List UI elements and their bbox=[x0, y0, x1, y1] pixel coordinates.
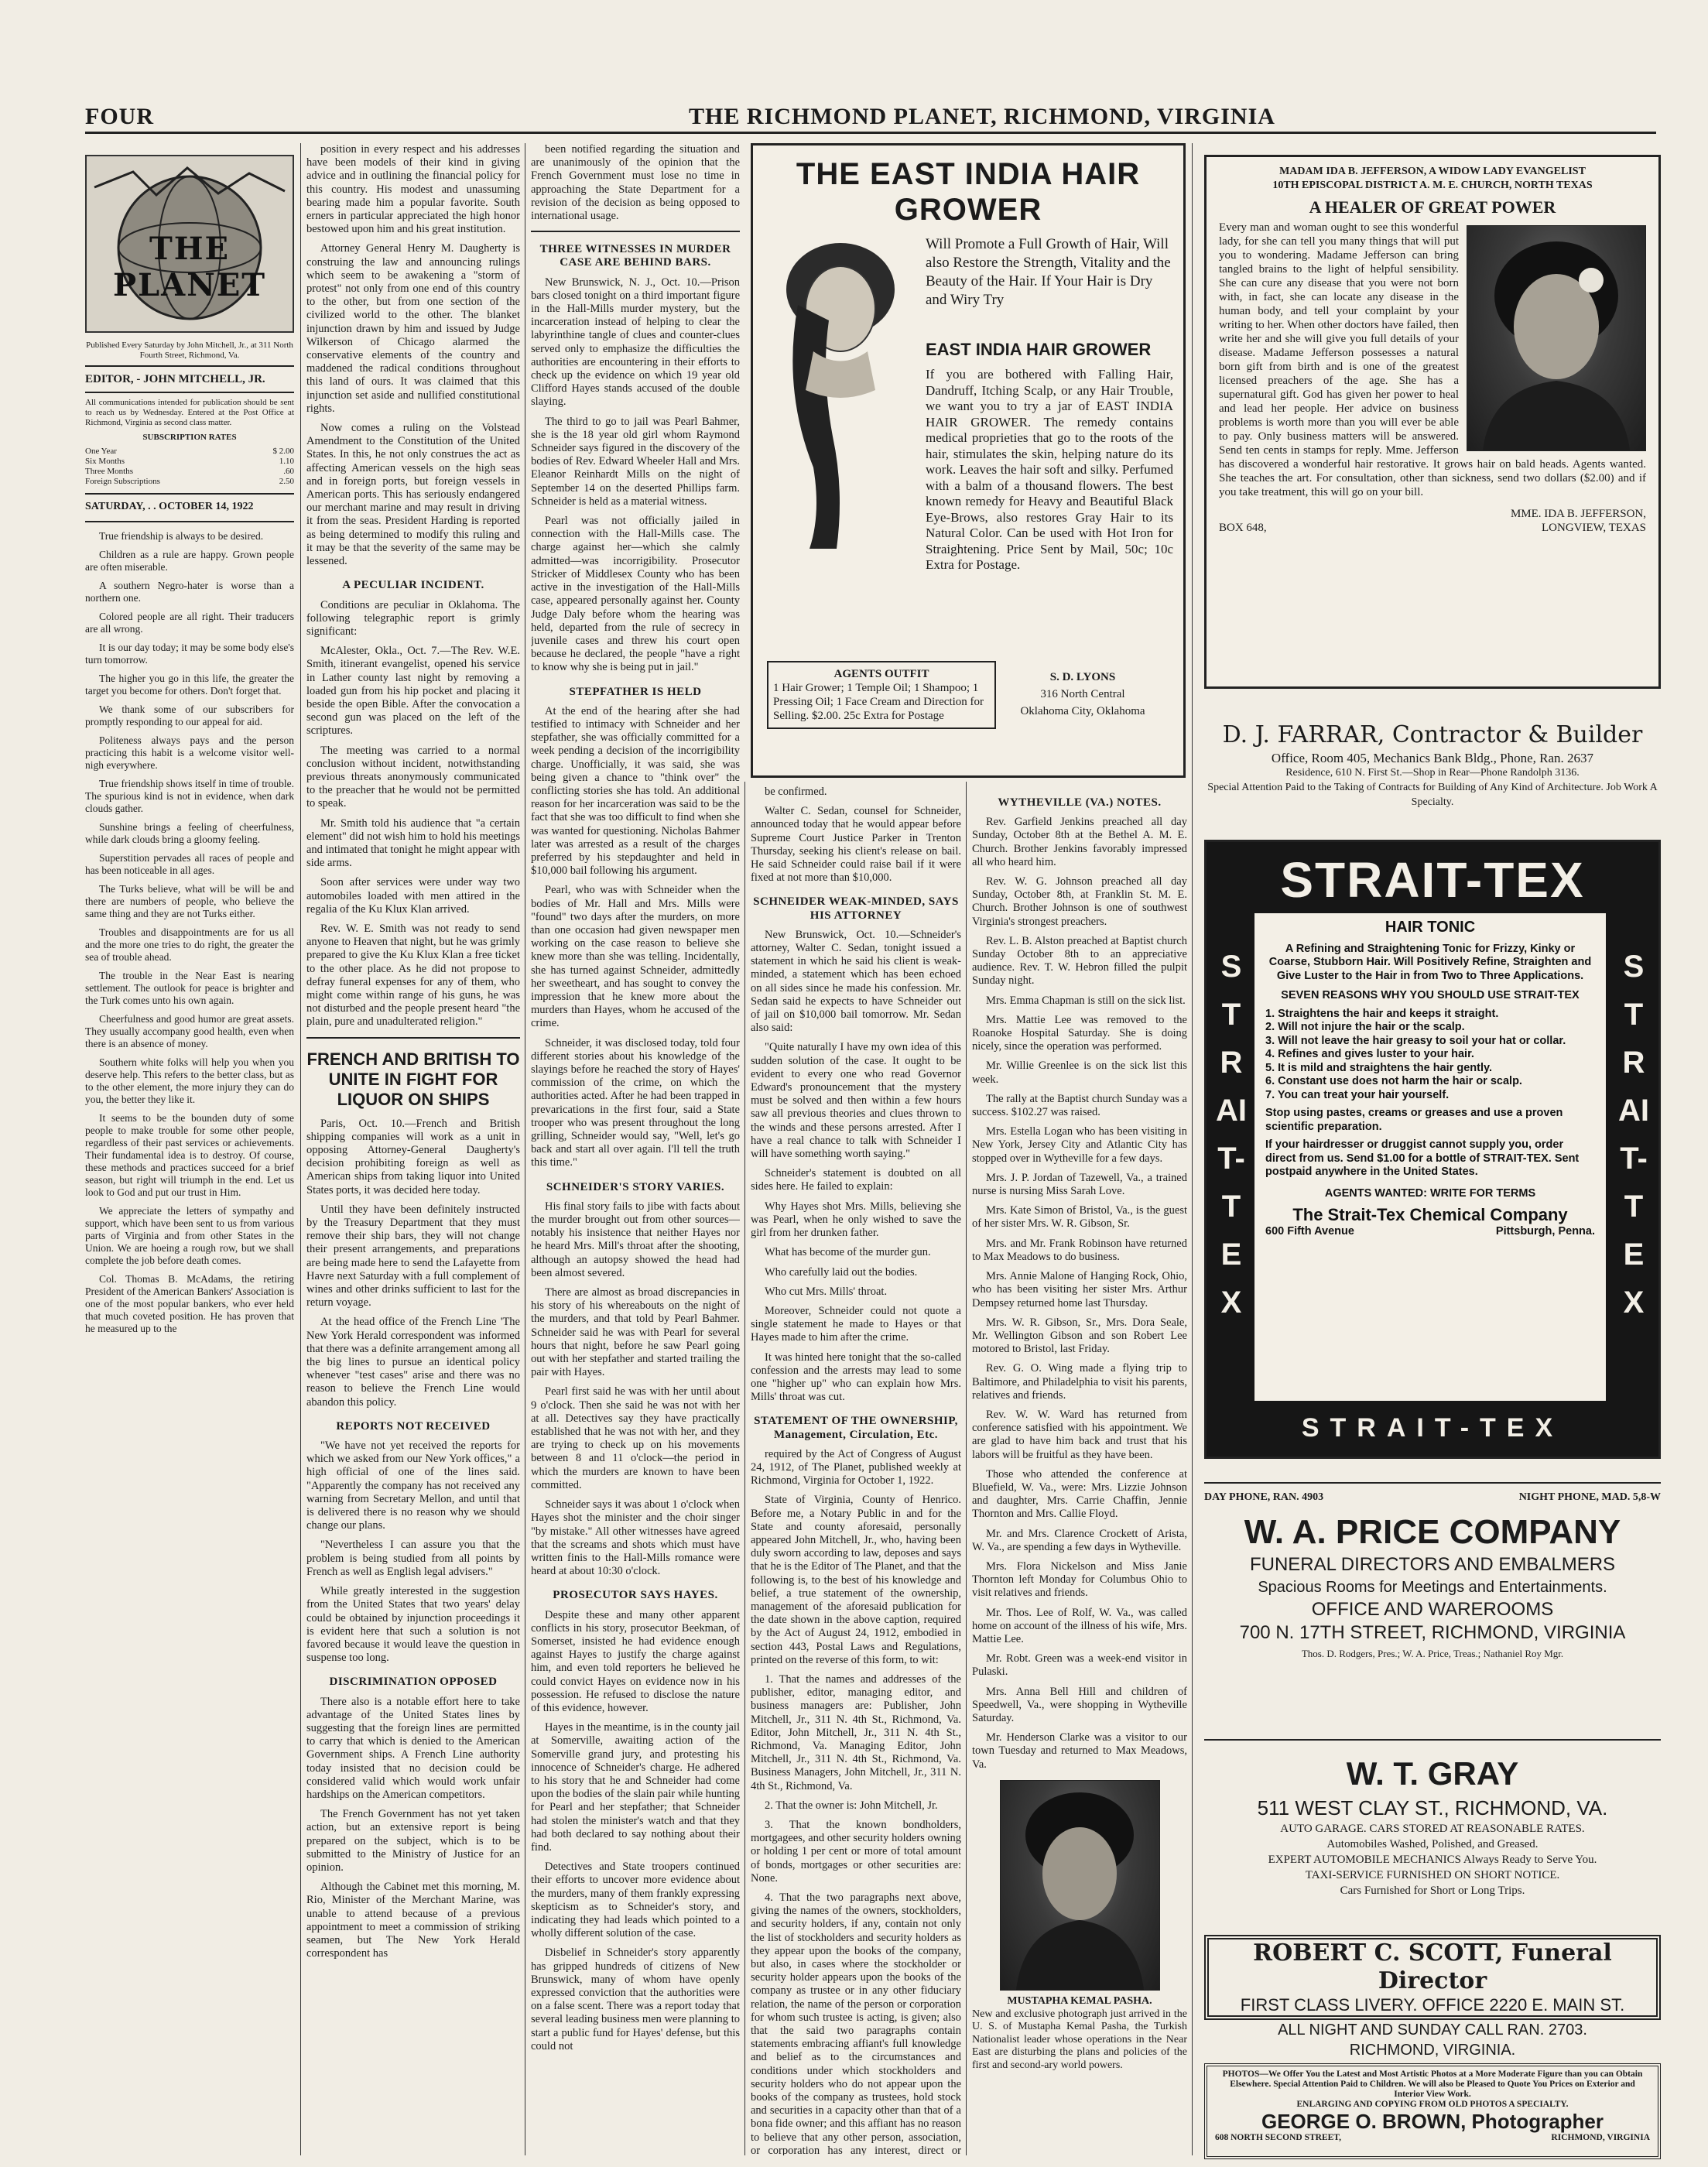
wytheville-heading: WYTHEVILLE (VA.) NOTES. bbox=[998, 796, 1162, 809]
news-note: Mrs. Annie Malone of Hanging Rock, Ohio, who has been visiting her sister Mrs. Arthur Dempsey returned home last Thursday. bbox=[972, 1270, 1187, 1309]
news-note: Mr. Willie Greenlee is on the sick list this week. bbox=[972, 1060, 1187, 1086]
reason-item: 2. Will not injure the hair or the scalp. bbox=[1265, 1021, 1465, 1033]
kemal-caption-block bbox=[972, 1995, 1187, 2072]
editorial-paragraph: It is our day today; it may be some body else's turn tomorrow. bbox=[85, 642, 294, 666]
scott-line3: ALL NIGHT AND SUNDAY CALL RAN. 2703. bbox=[1278, 2022, 1587, 2039]
editorial-column bbox=[85, 341, 294, 1341]
article-paragraph: Although the Cabinet met this morning, M. Rio, Minister of the Merchant Marine, was unable to attend because of a previous appointment to meet a commission of striking seamen, but The New York Herald correspondent has bbox=[306, 1881, 520, 1960]
outfit-title: AGENTS OUTFIT bbox=[833, 668, 929, 680]
editorial-paragraph: Sunshine brings a feeling of cheerfulness, while dark clouds bring a gloomy feeling. bbox=[85, 821, 294, 845]
woman-portrait-icon bbox=[1467, 226, 1645, 450]
brown-address-row bbox=[1215, 2133, 1650, 2143]
article-paragraph: Rev. W. E. Smith was not ready to send anyone to Heaven that night, but he was grimly prepared to give the Ku Klux Klan a free ticket to the other place. As he did not propose to defray funeral expenses for any of them, who might come within range of his guns, he was not disturbed and the people present heard "the plain, pure and unadulterated religion." bbox=[306, 922, 520, 1029]
strait-tex-address: 600 Fifth Avenue bbox=[1265, 1224, 1354, 1238]
price-ad bbox=[1204, 1482, 1661, 1741]
agent-address: 316 North Central bbox=[1040, 688, 1125, 700]
article-paragraph: Conditions are peculiar in Oklahoma. The following telegraphic report is grimly significant: bbox=[306, 598, 520, 638]
strait-tex-side-left: STRAIT-TEX bbox=[1216, 950, 1247, 1320]
rate-row: Three Months .60 bbox=[85, 467, 294, 476]
news-note: Mrs. and Mr. Frank Robinson have returned to Max Meadows to do business. bbox=[972, 1237, 1187, 1263]
editorial-paragraph: We thank some of our subscribers for promptly responding to our appeal for aid. bbox=[85, 704, 294, 727]
price-phones bbox=[1204, 1491, 1661, 1504]
article-paragraph: There also is a notable effort here to take advantage of the United States lines by suggesting that the foreign lines are permitted to carry that which is denied to the American Government ships. A French Line authority today insisted that no decision could be considered valid which would work unfair hardships on the American competitors. bbox=[306, 1695, 520, 1801]
news-note: Rev. W. W. Ward has returned from conference satisfied with his appointment. We are glad to have him back and trust that his labors will be fruitful as they have been. bbox=[972, 1408, 1187, 1461]
hair-ad-subtitle: EAST INDIA HAIR GROWER bbox=[926, 340, 1152, 359]
editor-line: EDITOR, - JOHN MITCHELL, JR. bbox=[85, 373, 265, 385]
editorial-paragraph: Children as a rule are happy. Grown people are often miserable. bbox=[85, 549, 294, 573]
strait-tex-desc: A Refining and Straightening Tonic for Frizzy, Kinky or Coarse, Stubborn Hair. Will Positively Refine, Straighten and Give Luster to the Hair in from Two to Three Applications. bbox=[1268, 942, 1592, 982]
gray-line5: Cars Furnished for Short or Long Trips. bbox=[1340, 1885, 1525, 1897]
scott-line1: FIRST CLASS LIVERY. OFFICE 2220 E. MAIN ST. bbox=[1240, 1995, 1625, 2015]
rates-title: SUBSCRIPTION RATES bbox=[142, 433, 237, 442]
reason-item: 3. Will not leave the hair greasy to soil your hat or collar. bbox=[1265, 1034, 1566, 1047]
reports-article bbox=[306, 1440, 520, 1665]
portrait-icon bbox=[1001, 1781, 1159, 1990]
news-note: Mr. Robt. Green was a week-end visitor in Pulaski. bbox=[972, 1652, 1187, 1679]
jefferson-city: LONGVIEW, TEXAS bbox=[1542, 522, 1646, 534]
article-paragraph: Until they have been definitely instructed by the Treasury Department that they must remove their ship bars, they will not change their present arrangements, and preparations are being made here to send the Lafayette from Havre next Saturday with a full complement of wines and other drinks sufficient to last for the return voyage. bbox=[306, 1203, 520, 1309]
editorial-paragraph: Colored people are all right. Their traducers are all wrong. bbox=[85, 611, 294, 635]
agents-outfit-box bbox=[767, 661, 996, 729]
jefferson-address bbox=[1219, 521, 1646, 535]
article-paragraph: Walter C. Sedan, counsel for Schneider, announced today that he would appear before Supreme Court Justice Parker in Trenton Thursday, seeking his client's release on bail. He said Schneider could raise bail if it were fixed at not more than $10,000. bbox=[751, 805, 961, 885]
column-rule bbox=[300, 143, 301, 2155]
planet-logo bbox=[85, 155, 294, 333]
woman-portrait-icon bbox=[767, 235, 914, 553]
publication-notice: All communications intended for publication should be sent to reach us by Wednesday. Entered at the Post Office at Richmond, Virginia as second class matter. bbox=[85, 398, 294, 427]
article-paragraph: Now comes a ruling on the Volstead Amendment to the Constitution of the United States. In this, he not only construes the act as affecting American vessels on the high seas and in foreign ports, but foreign vessels in American ports. This has seriously endangered our merchant marine and may result in driving it from the seas. President Harding is reported as being determined to modify this ruling and it may be that the severity of the same may be lessened. bbox=[306, 422, 520, 568]
article-paragraph: At the head office of the French Line 'The New York Herald correspondent was informed that there was a definite arrangement among all the big lines to pursue an identical policy whenever "test cases" arise and there was no reason to believe the French Line would abandon this policy. bbox=[306, 1316, 520, 1409]
news-note: Rev. L. B. Alston preached at Baptist church Sunday October 8th to an appreciative audience. Rev. T. W. Hebron filled the pulpit Sunday night. bbox=[972, 934, 1187, 988]
hair-ad-intro: Will Promote a Full Growth of Hair, Will also Restore the Strength, Vitality and the Beauty of the Hair. If Your Hair is Dry and Wiry Try bbox=[926, 236, 1171, 308]
stepfather-article bbox=[531, 705, 740, 1170]
jefferson-ad bbox=[1204, 155, 1661, 689]
price-address: 700 N. 17TH STREET, RICHMOND, VIRGINIA bbox=[1239, 1622, 1626, 1643]
editorial-paragraphs bbox=[85, 530, 294, 1335]
editorial-paragraph: A southern Negro-hater is worse than a northern one. bbox=[85, 580, 294, 604]
editorial-paragraph: Southern white folks will help you when you deserve help. This refers to the better class, but as to the other element, the more injury they can do you, the better they like it. bbox=[85, 1056, 294, 1105]
article-paragraph: Despite these and many other apparent conflicts in his story, prosecutor Beekman, of Somerset, insisted he had evidence enough against Hayes to justify the charge against him, and even told reporters he believed he could convict Hayes on evidence now in his possession. He refused to disclose the nature of this evidence, however. bbox=[531, 1608, 740, 1714]
discrimination-article bbox=[306, 1696, 520, 1961]
news-note: Mr. and Mrs. Clarence Crockett of Arista, W. Va., are spending a few days in Wytheville. bbox=[972, 1527, 1187, 1553]
outfit-list: 1 Hair Grower; 1 Temple Oil; 1 Shampoo; 1 Pressing Oil; 1 Face Cream and Direction for Selling. $2.00. 25c Extra for Postage bbox=[773, 682, 984, 722]
strait-tex-product: HAIR TONIC bbox=[1385, 919, 1476, 936]
editorial-paragraph: Politeness always pays and the person practicing this habit is a welcome visitor well-nigh everywhere. bbox=[85, 734, 294, 771]
column-rule bbox=[966, 782, 967, 2155]
news-note: Rev. W. G. Johnson preached all day Sunday, October 8th, at Franklin St. M. E. Church. Brother Johnson is one of southwest Virginia's strongest preachers. bbox=[972, 875, 1187, 928]
column-rule bbox=[744, 782, 745, 2155]
news-note: Mrs. Flora Nickelson and Miss Janie Thornton left Monday for Columbus Ohio to visit relatives and friends. bbox=[972, 1559, 1187, 1600]
article-paragraph: His final story fails to jibe with facts about the murder brought out from other sources—notably his insistence that neither Hayes nor he heard Mrs. Mill's throat after the shooting, although an autopsy showed the head had been almost severed. bbox=[531, 1200, 740, 1279]
editorial-paragraph: Troubles and disappointments are for us all and the more one tries to do right, the greater the sea of trouble ahead. bbox=[85, 926, 294, 963]
prosecutor-heading: PROSECUTOR SAYS HAYES. bbox=[553, 1589, 718, 1602]
peculiar-heading: A PECULIAR INCIDENT. bbox=[342, 579, 484, 592]
price-sub2: Spacious Rooms for Meetings and Entertainments. bbox=[1258, 1579, 1607, 1596]
french-heading: FRENCH AND BRITISH TO UNITE IN FIGHT FOR LIQUOR ON SHIPS bbox=[306, 1049, 520, 1109]
east-india-hair-ad bbox=[751, 143, 1186, 778]
news-note: Mr. Henderson Clarke was a visitor to our town Tuesday and returned to Max Meadows, Va. bbox=[972, 1731, 1187, 1771]
masthead bbox=[85, 101, 1656, 134]
news-note: Mrs. W. R. Gibson, Sr., Mrs. Dora Seale, Mr. Wellington Gibson and son Robert Lee motored to Bristol, last Friday. bbox=[972, 1316, 1187, 1356]
rate-row: Six Months 1.10 bbox=[85, 457, 294, 466]
brown-title: GEORGE O. BROWN, Photographer bbox=[1261, 2110, 1604, 2133]
news-note: Mr. Thos. Lee of Rolf, W. Va., was called home on account of the illness of his wife, Mrs. Mattie Lee. bbox=[972, 1606, 1187, 1645]
reason-item: 1. Straightens the hair and keeps it straight. bbox=[1265, 1007, 1499, 1020]
rates-table bbox=[85, 447, 294, 487]
news-note: Mrs. Anna Bell Hill and children of Speedwell, Va., were shopping in Wytheville Saturday. bbox=[972, 1685, 1187, 1724]
article-paragraph: It was hinted here tonight that the so-called confession and the arrests may lead to some one "higher up" who can explain how Mrs. Mills' throat was cut. bbox=[751, 1351, 961, 1404]
article-paragraph: What has become of the murder gun. bbox=[765, 1246, 931, 1259]
news-note: Mrs. Estella Logan who has been visiting in New York, Jersey City and Atlantic City has stopped over in Wytheville for a few days. bbox=[972, 1125, 1187, 1165]
news-note: Rev. G. O. Wing made a flying trip to Baltimore, and Philadelphia to visit his parents, relatives and friends. bbox=[972, 1362, 1187, 1402]
article-paragraph: Pearl was not officially jailed in connection with the Hall-Mills case. The charge against her—which she calmly admitted—was incorrigibility. Prosecutor Stricker of Middlesex County who has been active in the investigation of the Hall-Mills case, appeared personally against her. County Judge Daly before whom the hearing was held, departed from the rule of secrecy in juvenile cases and threw his court open because he declared, the people "have a right to know why she is being put in jail." bbox=[531, 515, 740, 674]
strait-tex-bottom: STRAIT-TEX bbox=[1301, 1413, 1564, 1443]
hair-ad-body: If you are bothered with Falling Hair, Dandruff, Itching Scalp, or any Hair Trouble, we want you to try a jar of EAST INDIA HAIR GROWER. The remedy contains medical proprieties that go to the roots of the hair, stimulates the skin, helping nature do its work. Leaves the hair soft and silky. Perfumed with a balm of a thousand flowers. The best known remedy for Heavy and Beautiful Black Eye-Brows, also restores Gray Hair to its Natural Color. Can be used with Hot Iron for Straightening. Price Sent by Mail, 50c; 10c Extra for Postage. bbox=[926, 367, 1173, 572]
strait-tex-ad bbox=[1204, 840, 1661, 1459]
column-2 bbox=[306, 143, 520, 2155]
gray-line1: AUTO GARAGE. CARS STORED AT REASONABLE RATES. bbox=[1280, 1823, 1585, 1835]
reason-item: 6. Constant use does not harm the hair or scalp. bbox=[1265, 1075, 1522, 1087]
published-line: Published Every Saturday by John Mitchell, Jr., at 311 North Fourth Street, Richmond, Va. bbox=[86, 341, 293, 360]
reason-item: 4. Refines and gives luster to your hair. bbox=[1265, 1048, 1474, 1060]
article-paragraph: New Brunswick, Oct. 10.—Schneider's attorney, Walter C. Sedan, tonight issued a statement in which he said his client is weak-minded, a statement which has been echoed on all sides since he made his confession. Mr. Sedan said he expects to have Schneider out of jail on $10,000 bail tomorrow. Mr. Sedan also said: bbox=[751, 928, 961, 1035]
story-heading: SCHNEIDER'S STORY VARIES. bbox=[546, 1180, 725, 1193]
article-paragraph: Hayes in the meantime, is in the county jail at Somerville, awaiting action of the Somerville grand jury, and protesting his innocence of Schneider's charge. He adhered to his story that he and Schneider had come upon the bodies of the slain pair while hunting for Pearl and her stepfather; that Schneider had stolen the minister's watch and that they had both declared to say nothing about their find. bbox=[531, 1721, 740, 1854]
article-paragraph: required by the Act of Congress of August 24, 1912, of The Planet, published weekly at Richmond, Virginia for October 1, 1922. bbox=[751, 1447, 961, 1487]
article-paragraph: "Quite naturally I have my own idea of this sudden solution of the case. It ought to be evident to every one who read Governor Edward's pronouncement that the mystery must be solved and then within a few hours saw all previous theories and clues thrown to the winds and these persons arrested. After I have a real chance to talk with Schneider I will have something worth saying." bbox=[751, 1041, 961, 1161]
article-paragraph: 1. That the names and addresses of the publisher, editor, managing editor, and business managers are: Publisher, John Mitchell, Jr., 311 N. 4th St., Richmond, Va. Editor, John Mitchell, Jr., 311 N. 4th St., Richmond, Va. Managing Editor, John Mitchell, Jr., 311 N. 4th St., Richmond, Va. Business Managers, John Mitchell, Jr., 311 N. 4th St., Richmond, Va. bbox=[751, 1672, 961, 1792]
dateline: SATURDAY, . . OCTOBER 14, 1922 bbox=[85, 501, 254, 512]
prosecutor-article bbox=[531, 1609, 740, 2054]
editorial-paragraph: True friendship shows itself in time of trouble. The spurious kind is not in evidence, when dark clouds gather. bbox=[85, 778, 294, 814]
article-paragraph: At the end of the hearing after she had testified to intimacy with Schneider and her stepfather, she was officially committed for a week pending a decision of the incorrigibility charge. Unofficially, it was said, she was being given a chance to "think over" the conflicting stories she has told. An additional reason for her incarceration was said to be the fact that she was too difficult to find when she was wanted for questioning. Nicholas Bahmer later was arrested as a result of the charges preferred by his stepdaughter and held in $10,000 bail following his argument. bbox=[531, 704, 740, 878]
article-paragraph: Pearl first said he was with her until about 9 o'clock. Then she said he was not with her at all. Detectives say they have practically established that he was not with her, and they are trying to check up on his movements between 8 and 11 o'clock—the period in which the murders are known to have been committed. bbox=[531, 1385, 740, 1491]
weak-minded-article bbox=[751, 929, 961, 1405]
hair-ad-footer bbox=[767, 661, 1169, 729]
editorial-paragraph: The Turks believe, what will be will be and there are numbers of people, who believe the same thing and they are not Turks either. bbox=[85, 883, 294, 919]
editorial-paragraph: Superstition pervades all races of people and has been noticeable in all ages. bbox=[85, 852, 294, 876]
jefferson-line2: 10TH EPISCOPAL DISTRICT A. M. E. CHURCH, NORTH TEXAS bbox=[1272, 180, 1593, 191]
page-number: FOUR bbox=[85, 104, 154, 129]
article-paragraph: New Brunswick, N. J., Oct. 10.—Prison bars closed tonight on a third important figure in the Hall-Mills murder mystery, but the incarceration instead of helping to clear the labyrinthine tangle of clues and counter-clues served only to emphasize the difficulties the authorities are encountering in their efforts to check up the evidence on which 19 year old Clifford Hayes stands accused of the double slaying. bbox=[531, 276, 740, 409]
stepfather-heading: STEPFATHER IS HELD bbox=[569, 685, 702, 698]
editorial-paragraph: The higher you go in this life, the greater the target you become for others. Don't forget that. bbox=[85, 673, 294, 697]
strait-tex-side-right: STRAIT-TEX bbox=[1618, 950, 1649, 1320]
kemal-pasha-photo bbox=[1000, 1780, 1160, 1991]
col5-intro: be confirmed. bbox=[765, 786, 827, 798]
article-paragraph: Who cut Mrs. Mills' throat. bbox=[765, 1285, 888, 1298]
strait-tex-agents: AGENTS WANTED: WRITE FOR TERMS bbox=[1324, 1186, 1536, 1200]
price-day-phone: DAY PHONE, RAN. 4903 bbox=[1204, 1491, 1324, 1503]
news-note: Rev. Garfield Jenkins preached all day Sunday, October 8th at the Bethel A. M. E. Church. Brother Jenkins favorably impressed all who heard him. bbox=[972, 816, 1187, 868]
discrimination-heading: DISCRIMINATION OPPOSED bbox=[329, 1676, 498, 1689]
news-note: Mrs. Kate Simon of Bristol, Va., is the guest of her sister Mrs. W. R. Gibson, Sr. bbox=[972, 1204, 1187, 1231]
weak-minded-heading: SCHNEIDER WEAK-MINDED, SAYS HIS ATTORNEY bbox=[753, 895, 959, 922]
article-paragraph: There are almost as broad discrepancies in his story of his whereabouts on the night of the murders, and that told by Pearl Bahmer. Schneider said he was with Pearl for several hours that night, before he saw Pearl going out with her stepfather and started trailing the pair with Hayes. bbox=[531, 1286, 740, 1379]
article-paragraph: 4. That the two paragraphs next above, giving the names of the owners, stockholders, and security holders, if any, contain not only the list of stockholders and security holders as they appear upon the books of the company, but also, in cases where the stockholder or security holder appears upon the books of the company as trustee or in any other fiduciary relation, the name of the person or corporation for whom such trustee is acting, is given; also that the said two paragraphs contain statements embracing affiant's full knowledge and belief as to the circumstances and conditions under which stockholders and security holders who do not appear upon the books of the company as trustees, hold stock and securities in a capacity other than that of a bona fide owner; and this affiant has no reason to believe that any other person, association, or corporation has any interest, direct or bbox=[751, 1891, 961, 2155]
strait-tex-panel bbox=[1254, 913, 1606, 1401]
jefferson-body: Every man and woman ought to see this wonderful lady, for she can tell you many things that will put you to wondering. Madame Jefferson can bring tangled brains to the light of helpful sensibility. She can cure any disease that you were not born with, in fact, she can locate any disease in the human body, and tell your complaint by your writing to her. When other doctors have failed, then write her and she will give you full details of your disease. Madame Jefferson possesses a natural born gift from birth and is one of the greatest licensed preachers of the age. She has a supernatural gift. God has given her power to heal and lead her people. Her advice on business problems is worth more than you will ever be able to pay. Only business matters will be answered. Send ten cents in stamps for reply. Mme. Jefferson has discovered a wonderful hair restorative. It grows hair on bald heads. Agents wanted. She teaches the art. For consultation, other than sickness, send two dollars ($2.00) and if you take treatment, this will go on your bill. bbox=[1219, 221, 1646, 498]
strait-tex-brand: STRAIT-TEX bbox=[1280, 852, 1585, 908]
article-paragraph: "Nevertheless I can assure you that the problem is being studied from all points by French as well as English legal advisers." bbox=[306, 1539, 520, 1578]
kemal-text: New and exclusive photograph just arrived in the U. S. of Mustapha Kemal Pasha, the Turkish Nationalist leader whose operations in the Near East are disturbing the plans and policies of the first and second-ary world powers. bbox=[972, 2008, 1187, 2071]
kemal-caption: MUSTAPHA KEMAL PASHA. bbox=[1007, 1995, 1152, 2007]
sedan-article bbox=[751, 805, 961, 885]
daugherty-article bbox=[306, 143, 520, 568]
logo-text: THE PLANET bbox=[112, 231, 267, 303]
article-paragraph: 2. That the owner is: John Mitchell, Jr. bbox=[765, 1799, 938, 1812]
article-paragraph: Moreover, Schneider could not quote a single statement he made to Hayes or that Hayes made to him after the crime. bbox=[751, 1304, 961, 1344]
brown-city: RICHMOND, VIRGINIA bbox=[1551, 2133, 1650, 2142]
statement-heading: STATEMENT OF THE OWNERSHIP, Management, Circulation, Etc. bbox=[754, 1415, 958, 1441]
jefferson-photo bbox=[1467, 225, 1646, 451]
peculiar-article bbox=[306, 599, 520, 1029]
col3-intro: been notified regarding the situation and are unanimously of the opinion that the French Government must lose no time in approaching the State Department for a revision of the decision as being opposed to international usage. bbox=[531, 143, 740, 223]
article-paragraph: Why Hayes shot Mrs. Mills, believing she was Pearl, when he only wished to save the girl from her drunken father. bbox=[751, 1200, 961, 1240]
gray-line2: Automobiles Washed, Polished, and Greased. bbox=[1326, 1838, 1539, 1850]
scott-title: ROBERT C. SCOTT, Funeral Director bbox=[1253, 1939, 1612, 1994]
story-article bbox=[531, 1200, 740, 1578]
gray-address: 511 WEST CLAY ST., RICHMOND, VA. bbox=[1257, 1796, 1608, 1820]
rate-row: Foreign Subscriptions 2.50 bbox=[85, 477, 294, 486]
jefferson-box: BOX 648, bbox=[1219, 522, 1267, 534]
reports-heading: REPORTS NOT RECEIVED bbox=[336, 1419, 491, 1433]
article-paragraph: Mr. Smith told his audience that "a certain element" did not wish him to hold his meetings and intimated that tonight he might appear with side arms. bbox=[306, 816, 520, 870]
editorial-paragraph: Col. Thomas B. McAdams, the retiring President of the American Bankers' Association is one of the most popular bankers, who ever held that much coveted position. He has proven that he measured up to the bbox=[85, 1273, 294, 1334]
strait-tex-druggist: If your hairdresser or druggist cannot supply you, order direct from us. Send $1.00 for a bottle of STRAIT-TEX. Sent postpaid anywhere in the United States. bbox=[1265, 1138, 1580, 1178]
article-paragraph: Soon after services were under way two automobiles loaded with men attired in the regalia of the Ku Klux Klan arrived. bbox=[306, 876, 520, 916]
price-title: W. A. PRICE COMPANY bbox=[1244, 1513, 1621, 1551]
strait-tex-reasons bbox=[1265, 1008, 1595, 1103]
farrar-special: Special Attention Paid to the Taking of Contracts for Building of Any Kind of Architecture. Job Work A Specialty. bbox=[1207, 782, 1658, 808]
article-paragraph: 3. That the known bondholders, mortgagees, and other security holders owning or holding 1 per cent or more of total amount of bonds, mortgages or other securities are: None. bbox=[751, 1819, 961, 1885]
hair-ad-title: THE EAST INDIA HAIR GROWER bbox=[796, 157, 1141, 227]
witnesses-heading: THREE WITNESSES IN MURDER CASE ARE BEHIND BARS. bbox=[539, 243, 731, 269]
strait-tex-reasons-title: SEVEN REASONS WHY YOU SHOULD USE STRAIT-TEX bbox=[1281, 989, 1580, 1001]
article-paragraph: position in every respect and his addresses have been models of their kind in giving advice and in outlining the financial policy for this country. His modest and unassuming bearing made him a popular favorite. South erners in particular appreciated the high honor bestowed upon him and his great institution. bbox=[306, 143, 520, 236]
gray-line3: EXPERT AUTOMOBILE MECHANICS Always Ready to Serve You. bbox=[1268, 1854, 1597, 1866]
news-note: Those who attended the conference at Bluefield, W. Va., were: Mrs. Lizzie Johnson and daughter, Mrs. Carrie Chaffin, Jennie Thornton and Mrs. Callie Floyd. bbox=[972, 1467, 1187, 1521]
jefferson-line1: MADAM IDA B. JEFFERSON, A WIDOW LADY EVANGELIST bbox=[1279, 166, 1586, 177]
article-paragraph: Who carefully laid out the bodies. bbox=[765, 1265, 918, 1279]
hair-agent bbox=[996, 661, 1169, 729]
french-article bbox=[306, 1118, 520, 1409]
article-paragraph: "We have not yet received the reports for which we asked from our New York offices," a high official of one of the lines said. "Apparently the company has not received any warning from Secretary Mellon, and until that is delivered there is no reason why we should change our plans. bbox=[306, 1440, 520, 1532]
scott-ad bbox=[1204, 1935, 1661, 2020]
news-note: Mrs. Emma Chapman is still on the sick list. bbox=[986, 994, 1186, 1007]
article-paragraph: Paris, Oct. 10.—French and British shipping companies will work as a unit in opposing Attorney-General Daugherty's decision prohibiting foreign as well as American ships from taking liquor into United States ports, it was decided here today. bbox=[306, 1117, 520, 1196]
farrar-ad bbox=[1204, 720, 1661, 828]
scott-line4: RICHMOND, VIRGINIA. bbox=[1349, 2042, 1516, 2059]
agent-name: S. D. LYONS bbox=[1049, 671, 1116, 683]
reason-item: 5. It is mild and straightens the hair gently. bbox=[1265, 1061, 1493, 1074]
price-night-phone: NIGHT PHONE, MAD. 5,8-W bbox=[1518, 1491, 1661, 1503]
agent-city: Oklahoma City, Oklahoma bbox=[1020, 705, 1145, 717]
brown-body: PHOTOS—We Offer You the Latest and Most Artistic Photos at a More Moderate Figure than you can Obtain Elsewhere. Special Attention Paid to Children. We will also be Pleased to Quote You Prices on Exterior and Interior View Work. bbox=[1222, 2069, 1643, 2099]
column-3 bbox=[531, 143, 740, 2155]
witnesses-article bbox=[531, 276, 740, 675]
editorial-paragraph: The trouble in the Near East is nearing settlement. The outlook for peace is brighter and the Turk comes unto his own again. bbox=[85, 970, 294, 1006]
editorial-paragraph: True friendship is always to be desired. bbox=[99, 530, 264, 542]
farrar-residence: Residence, 610 N. First St.—Shop in Rear—Phone Randolph 3136. bbox=[1285, 767, 1580, 779]
column-5 bbox=[751, 786, 961, 2155]
article-paragraph: Schneider's statement is doubted on all sides here. He failed to explain: bbox=[751, 1167, 961, 1193]
editorial-paragraph: Cheerfulness and good humor are great assets. They usually accompany good health, even when there is an absence of money. bbox=[85, 1013, 294, 1049]
reason-item: 7. You can treat your hair yourself. bbox=[1265, 1088, 1450, 1101]
article-paragraph: Schneider, it was disclosed today, told four different stories about his knowledge of the slayings before he reached the story of Hayes' commission of the crime, on which the authorities acted. After he had been trapped in prevarications in the first four, said a State trooper who was present throughout the long grilling, Schneider would say, "Well, let's go back and start all over again. I'll tell the truth this time." bbox=[531, 1036, 740, 1169]
column-rule bbox=[1192, 143, 1193, 2155]
paper-title: THE RICHMOND PLANET, RICHMOND, VIRGINIA bbox=[689, 104, 1275, 129]
strait-tex-stop: Stop using pastes, creams or greases and use a proven scientific preparation. bbox=[1265, 1107, 1563, 1133]
brown-ad bbox=[1204, 2063, 1661, 2159]
jefferson-title: A HEALER OF GREAT POWER bbox=[1309, 197, 1556, 217]
strait-tex-city: Pittsburgh, Penna. bbox=[1495, 1224, 1595, 1238]
price-sub3: OFFICE AND WAREROOMS bbox=[1311, 1599, 1554, 1620]
news-note: Mrs. Mattie Lee was removed to the Roanoke Hospital Saturday. She is doing nicely, since the operation was performed. bbox=[972, 1013, 1187, 1053]
rate-row: One Year $ 2.00 bbox=[85, 447, 294, 456]
brown-address: 608 NORTH SECOND STREET, bbox=[1215, 2133, 1341, 2142]
price-sub1: FUNERAL DIRECTORS AND EMBALMERS bbox=[1249, 1554, 1616, 1575]
strait-tex-company: The Strait-Tex Chemical Company bbox=[1292, 1205, 1568, 1224]
gray-title: W. T. GRAY bbox=[1346, 1755, 1519, 1792]
article-paragraph: Attorney General Henry M. Daugherty is construing the law and announcing rulings which seem to be awakening a "storm of protest" not only from one end of this country to the other, but from one section of the civilized world to the other. The blanket injunction drawn by him and issued by Judge Wilkerson of Chicago alarmed the conservative elements of the country and maddened the radical conditions throughout this land of ours. It was claimed that this injunction set aside and nullified constitutional rights. bbox=[306, 242, 520, 415]
article-paragraph: The meeting was carried to a normal conclusion without incident, notwithstanding previous threats anonymously communicated to the preacher that he would not be permitted to speak. bbox=[306, 744, 520, 810]
ownership-statement bbox=[751, 1448, 961, 2155]
brown-enlarging: ENLARGING AND COPYING FROM OLD PHOTOS A SPECIALTY. bbox=[1296, 2100, 1569, 2109]
editorial-paragraph: It seems to be the bounden duty of some people to make trouble for some other people, regardless of their past services or achievements. Their fundamental idea is to destroy. Of course, these methods and practices succeed for a brief season, but right will triumph in the end. Let us look to God and put our trust in Him. bbox=[85, 1112, 294, 1198]
article-paragraph: The third to go to jail was Pearl Bahmer, she is the 18 year old girl whom Raymond Schneider says figured in the discovery of the bodies of Rev. Edward Wheeler Hall and Mrs. Eleanor Reinhardt Mills on the night of September 14 on the deserted Phillips farm. Schneider is held as a material witness. bbox=[531, 415, 740, 508]
news-note: The rally at the Baptist church Sunday was a success. $102.27 was raised. bbox=[972, 1092, 1187, 1119]
article-paragraph: Disbelief in Schneider's story apparently has gripped hundreds of citizens of New Brunswick, many of whom have openly expressed conviction that the authorities were on a false scent. There was a report today that several leading business men were planning to start a public fund for Hayes' defense, but this could not bbox=[531, 1946, 740, 2052]
article-paragraph: Detectives and State troopers continued their efforts to uncover more evidence about the murders, many of them frankly expressing skepticism as to Schneider's story, and indicating they had leads which pointed to a wholly different solution of the case. bbox=[531, 1861, 740, 1940]
farrar-title: D. J. FARRAR, Contractor & Builder bbox=[1222, 721, 1643, 748]
farrar-office: Office, Room 405, Mechanics Bank Bldg., Phone, Ran. 2637 bbox=[1271, 751, 1594, 765]
price-officers: Thos. D. Rodgers, Pres.; W. A. Price, Treas.; Nathaniel Roy Mgr. bbox=[1301, 1648, 1564, 1659]
editorial-paragraph: We appreciate the letters of sympathy and support, which have been sent to us from various parts of Virginia and from other States in the Union. We are hoeing a rough row, but we shall complete the job before death comes. bbox=[85, 1205, 294, 1266]
article-paragraph: McAlester, Okla., Oct. 7.—The Rev. W.E. Smith, itinerant evangelist, opened his service in Lather county last night by removing a loaded gun from his hip pocket and placing it beside the open Bible. After the convocation a second gun was placed on the left of the scriptures. bbox=[306, 645, 520, 738]
article-paragraph: Schneider says it was about 1 o'clock when Hayes shot the minister and the choir singer "by mistake." All other witnesses have agreed that the screams and shots which must have written finis to the Hall-Mills romance were heard at about 10:30 o'clock. bbox=[531, 1498, 740, 1578]
news-note: Mrs. J. P. Jordan of Tazewell, Va., a trained nurse is nursing Miss Sarah Love. bbox=[972, 1171, 1187, 1198]
strait-tex-address-row bbox=[1265, 1225, 1595, 1239]
article-paragraph: While greatly interested in the suggestion from the United States that two years' delay could be obtained by injunction proceedings it is evident here that such a solution is not favored because it would leave the question in suspense too long. bbox=[306, 1585, 520, 1665]
scott-ad-cont bbox=[1204, 2020, 1661, 2060]
article-paragraph: The French Government has not yet taken action, but an extensive report is being prepared on the subject, which is to be submitted to the Ministry of Justice for an opinion. bbox=[306, 1808, 520, 1874]
jefferson-signature: MME. IDA B. JEFFERSON, bbox=[1510, 508, 1646, 520]
gray-line4: TAXI-SERVICE FURNISHED ON SHORT NOTICE. bbox=[1305, 1869, 1560, 1881]
wytheville-notes bbox=[972, 816, 1187, 1772]
gray-ad bbox=[1204, 1753, 1661, 1946]
article-paragraph: Pearl, who was with Schneider when the bodies of Mr. Hall and Mrs. Mills were "found" two days after the murders, on more than one occasion had given newspaper men working on the case reason to believe she knew more than she was telling. Incidentally, she has turned against Schneider, admittedly her sweetheart, and has sought to convey the impression that he knew more about the murders than Hayes, whom he accused of the crime. bbox=[531, 884, 740, 1030]
article-paragraph: State of Virginia, County of Henrico. Before me, a Notary Public in and for the State and county aforesaid, personally appeared John Mitchell, Jr., who, having been duly sworn according to law, deposes and says that he is the Editor of The Planet, and that the following is, to the best of his knowledge and belief, a true statement of the ownership, management of the aforesaid publication for the date shown in the above caption, required by the Act of August 24, 1912, embodied in section 443, Postal Laws and Regulations, printed on the reverse of this form, to wit: bbox=[751, 1494, 961, 1666]
